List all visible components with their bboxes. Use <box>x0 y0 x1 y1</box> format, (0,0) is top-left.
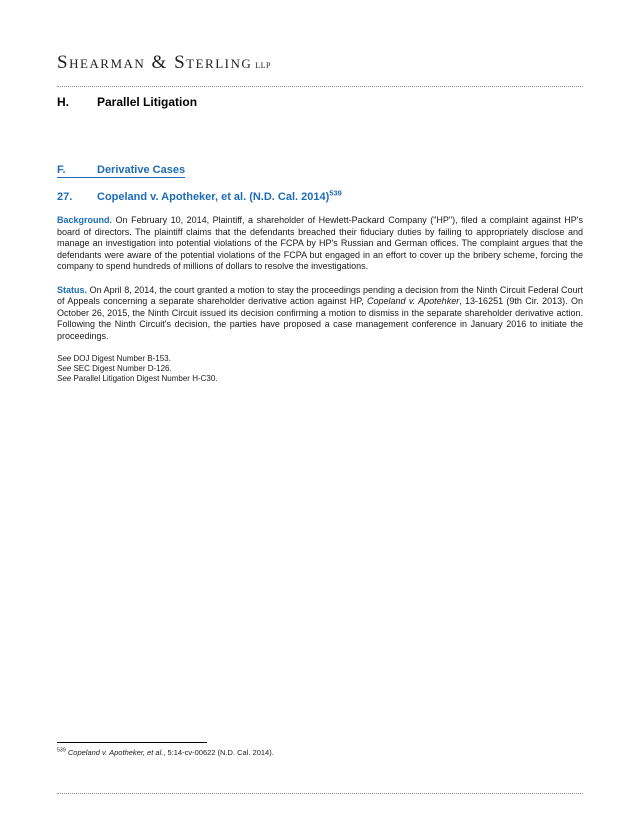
footer-divider <box>57 793 583 794</box>
firm-logo <box>57 52 583 74</box>
subsection-number: F. <box>57 164 66 176</box>
firm-logo-suffix: LLP <box>255 61 271 70</box>
case-number: 27. <box>57 191 73 203</box>
footnote-number: 539 <box>57 747 66 754</box>
see-label: See <box>57 374 72 383</box>
section-number: H. <box>57 95 69 109</box>
footnote-divider <box>57 742 207 743</box>
case-title <box>97 188 342 203</box>
subsection-heading-link[interactable] <box>57 164 185 178</box>
status-text-before-case: On April 8, 2014, the court granted a motion to stay the proceedings pending a decision from the Ninth Circuit Federal Court of Appeals concerning a separate shareholder derivative action against HP, <box>57 284 583 306</box>
see-text: SEC Digest Number D-126. <box>73 364 172 373</box>
status-label: Status. <box>57 284 88 295</box>
see-reference-doj <box>57 354 583 364</box>
subsection-title: Derivative Cases <box>97 164 186 176</box>
see-reference-sec <box>57 364 583 374</box>
status-paragraph <box>57 285 583 343</box>
case-heading <box>57 188 583 203</box>
background-paragraph <box>57 215 583 273</box>
subsection-heading-row <box>57 160 583 178</box>
footnote-reference-marker: 539 <box>329 188 342 198</box>
background-text: On February 10, 2014, Plaintiff, a shareholder of Hewlett-Packard Company ("HP"), filed a complaint against HP's board of directors. The plaintiff claims that the defendants breached their fiduciary duties by failing to appropriately disclose and manage an investigation into potential violations of the FCPA by HP's Russian and German offices. The complaint argues that the defendants were aware of the potential violations of the FCPA but engaged in an effort to cover up the bribery scheme, forcing the company to spend hundreds of millions of dollars to resolve the investigations. <box>57 215 583 271</box>
see-references <box>57 354 583 384</box>
footnote-area <box>57 742 583 757</box>
background-label: Background. <box>57 215 113 225</box>
see-text: Parallel Litigation Digest Number H-C30. <box>73 374 218 383</box>
section-title: Parallel Litigation <box>97 95 198 109</box>
status-case-name: Copeland v. Apotehker <box>366 296 460 306</box>
header-divider <box>57 86 583 87</box>
status-text-after-case: , 13-16251 (9th Cir. 2013). On October 26, 2015, the Ninth Circuit issued its decision confirming a motion to dismiss in the separate shareholder derivative action. Following the Ninth Circuit's decision, the parties have proposed a case management conference in January 2016 to initiate the proceedings. <box>57 296 583 341</box>
page-header <box>57 52 583 87</box>
firm-logo-name: Shearman & Sterling <box>57 52 253 73</box>
see-reference-parallel-litigation <box>57 374 583 384</box>
see-label: See <box>57 364 72 373</box>
footnote-case-name: Copeland v. Apotheker, et al. <box>67 748 164 757</box>
see-text: DOJ Digest Number B-153. <box>73 354 171 363</box>
section-heading <box>57 95 583 109</box>
footnote-text <box>57 748 583 757</box>
footnote-citation: , 5:14-cv-00622 (N.D. Cal. 2014). <box>163 748 274 757</box>
see-label: See <box>57 354 72 363</box>
case-title-text: Copeland v. Apotheker, et al. (N.D. Cal. 2014) <box>97 191 330 203</box>
